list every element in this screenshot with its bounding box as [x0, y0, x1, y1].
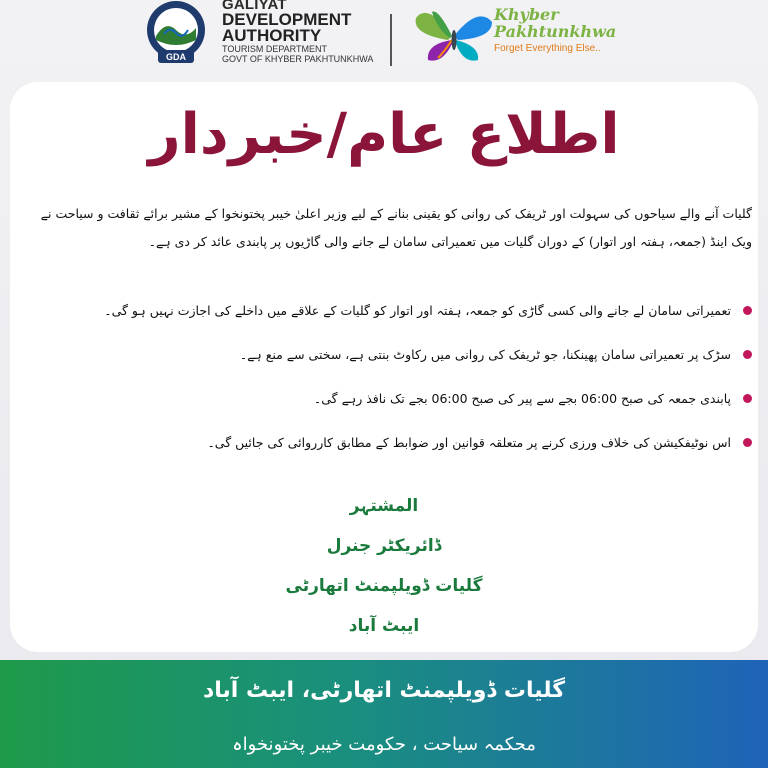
header — [0, 0, 768, 80]
list-item — [16, 376, 752, 420]
notice-intro — [16, 200, 752, 256]
signature-block — [10, 486, 758, 646]
signature-title: ڈائریکٹر جنرل — [326, 536, 442, 556]
bullet-dot-icon — [743, 394, 752, 403]
bullet-text: پابندی جمعہ کی صبح 06:00 بجے سے پیر کی صبح 06:00 بجے تک نافذ رہے گی۔ — [313, 390, 731, 406]
list-item — [16, 332, 752, 376]
notice-headline: اطلاع عام/خبردار — [148, 102, 620, 167]
kp-title1: Khyber — [494, 5, 559, 24]
bullet-dot-icon — [743, 438, 752, 447]
footer-department: محکمہ سیاحت ، حکومت خیبر پختونخواہ — [232, 734, 536, 755]
footer-band — [0, 660, 768, 768]
gda-seal-logo — [140, 0, 212, 66]
kp-wordmark — [494, 6, 616, 54]
intro-line-2: ویک اینڈ (جمعہ، ہفتہ اور اتوار) کے دوران گلیات میں تعمیراتی سامان لے جانے والی گاڑیوں پر پابندی عائد کر دی ہے۔ — [148, 234, 752, 249]
signature-organization: گلیات ڈویلپمنٹ اتھارٹی — [285, 576, 483, 596]
gda-line2: DEVELOPMENT — [222, 10, 352, 29]
seal-text: GDA — [166, 52, 186, 62]
gda-sub2: GOVT OF KHYBER PAKHTUNKHWA — [222, 54, 374, 64]
notice-bullet-list — [16, 288, 752, 464]
signature-advertiser: المشتہر — [349, 496, 419, 516]
gda-line1: GALIYAT — [222, 0, 287, 13]
gda-sub1: TOURISM DEPARTMENT — [222, 44, 328, 54]
bullet-text: تعمیراتی سامان لے جانے والی کسی گاڑی کو جمعہ، ہفتہ اور اتوار کو گلیات کے علاقے میں داخلے کی اجازت نہیں ہو گی۔ — [104, 302, 731, 318]
notice-card — [10, 82, 758, 652]
bullet-dot-icon — [743, 350, 752, 359]
gda-wordmark — [222, 0, 382, 64]
gda-line3: AUTHORITY — [222, 26, 322, 45]
header-divider — [390, 14, 392, 66]
list-item — [16, 420, 752, 464]
intro-line-1: گلیات آنے والے سیاحوں کی سہولت اور ٹریفک کی روانی کو یقینی بنانے کے لیے وزیر اعلیٰ خیبر پختونخوا کے مشیر برائے ثقافت و سیاحت نے — [40, 206, 752, 221]
bullet-text: سڑک پر تعمیراتی سامان پھینکنا، جو ٹریفک کی روانی میں رکاوٹ بنتی ہے، سختی سے منع ہے۔ — [239, 346, 731, 362]
footer-organization: گلیات ڈویلپمنٹ اتھارٹی، ایبٹ آباد — [202, 678, 566, 703]
signature-city: ایبٹ آباد — [348, 616, 420, 636]
kp-title2: Pakhtunkhwa — [494, 22, 617, 41]
kp-tagline: Forget Everything Else.. — [494, 43, 601, 54]
bullet-dot-icon — [743, 306, 752, 315]
bullet-text: اس نوٹیفکیشن کی خلاف ورزی کرنے پر متعلقہ قوانین اور ضوابط کے مطابق کارروائی کی جائیں گی۔ — [207, 434, 731, 450]
list-item — [16, 288, 752, 332]
butterfly-logo-icon — [408, 0, 498, 70]
